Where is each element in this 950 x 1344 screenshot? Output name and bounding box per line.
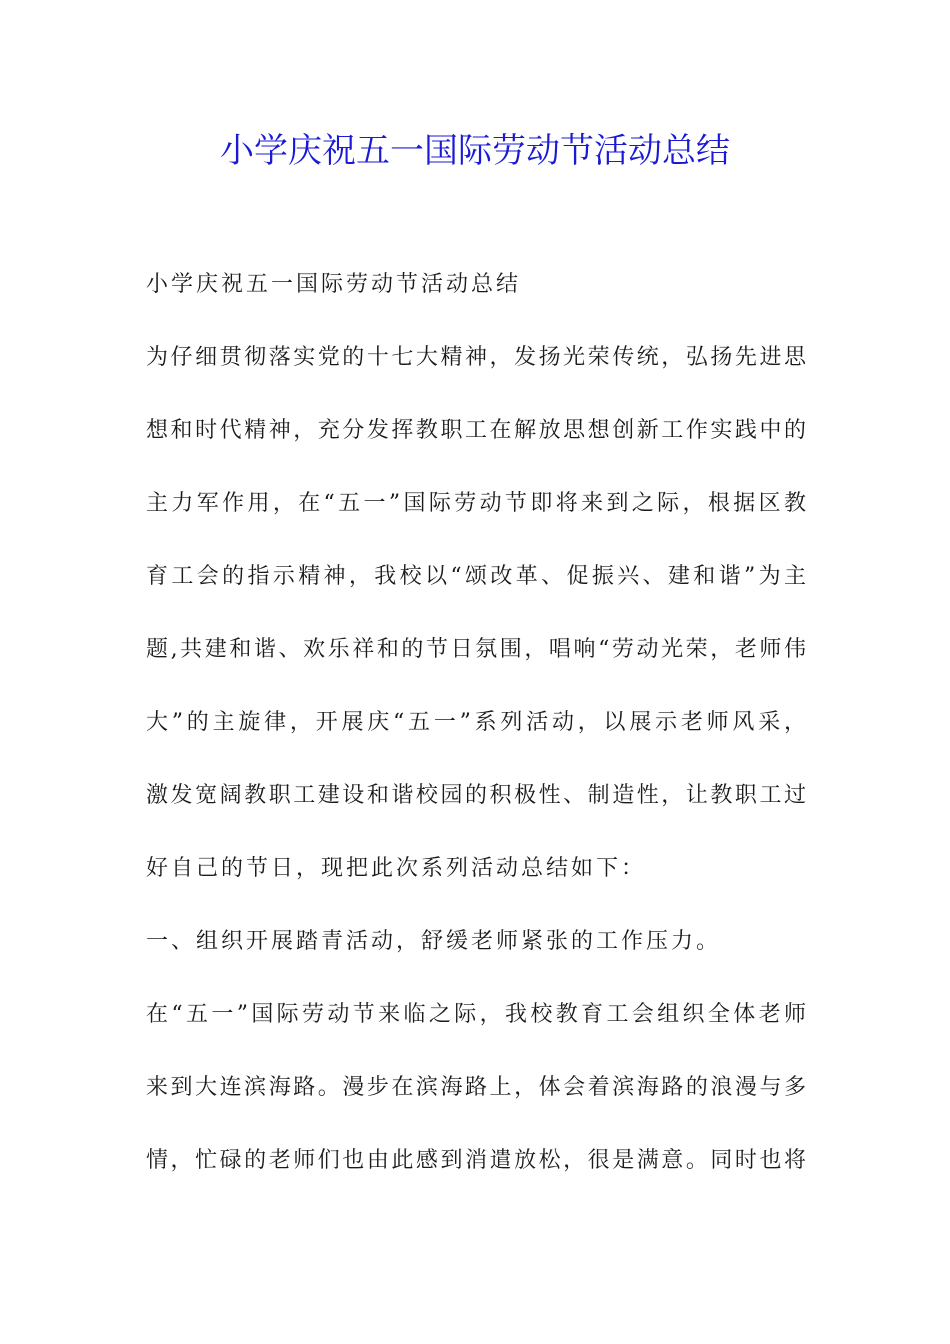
text-line: 为仔细贯彻落实党的十七大精神，发扬光荣传统，弘扬先进思	[146, 345, 806, 370]
text-line: 主力军作用，在“五一”国际劳动节即将来到之际，根据区教	[146, 491, 806, 516]
text-line: 大”的主旋律，开展庆“五一”系列活动，以展示老师风采，	[146, 710, 806, 735]
text-line: 小学庆祝五一国际劳动节活动总结	[146, 272, 522, 297]
document-body	[146, 265, 806, 1214]
text-line: 题,共建和谐、欢乐祥和的节日氛围，唱响“劳动光荣，老师伟	[146, 637, 806, 662]
section-heading: 一、组织开展踏青活动，舒缓老师紧张的工作压力。	[146, 929, 722, 954]
text-line: 好自己的节日，现把此次系列活动总结如下：	[146, 856, 647, 881]
text-line: 育工会的指示精神，我校以“颂改革、促振兴、建和谐”为主	[146, 564, 806, 589]
text-line: 来到大连滨海路。漫步在滨海路上，体会着滨海路的浪漫与多	[146, 1075, 806, 1100]
text-line: 激发宽阔教职工建设和谐校园的积极性、制造性，让教职工过	[146, 783, 806, 808]
document-title: 小学庆祝五一国际劳动节活动总结	[220, 131, 730, 171]
text-line: 在“五一”国际劳动节来临之际，我校教育工会组织全体老师	[146, 1002, 806, 1027]
text-line: 想和时代精神，充分发挥教职工在解放思想创新工作实践中的	[146, 418, 806, 443]
text-line: 情，忙碌的老师们也由此感到消遣放松，很是满意。同时也将	[146, 1148, 806, 1173]
